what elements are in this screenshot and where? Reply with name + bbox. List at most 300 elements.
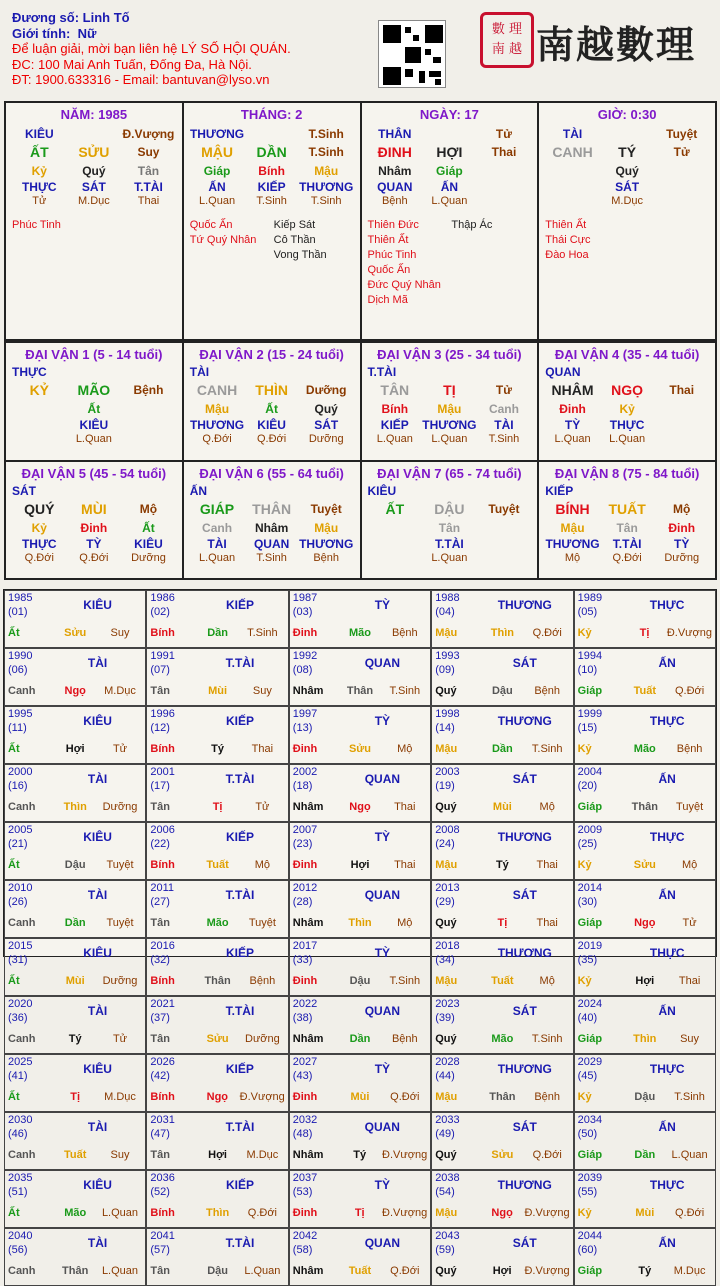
dv-can: QUÝ [24, 500, 55, 517]
year-life: M.Dục [104, 1091, 136, 1103]
year-god: ẤN [658, 656, 676, 670]
year-label: 2021 (37) [150, 998, 175, 1024]
year-branch: Mùi [635, 1207, 655, 1219]
pillar-stars [545, 218, 709, 263]
year-god: ẤN [658, 888, 676, 902]
star-name: Thiên Ất [545, 219, 587, 231]
year-cell[interactable] [146, 938, 288, 996]
hidden-stem [12, 401, 67, 417]
star-name [629, 248, 709, 263]
year-stem: Canh [8, 685, 36, 697]
pillar-title: GIỜ: 0:30 [597, 107, 657, 122]
year-stem: Đinh [292, 859, 318, 871]
year-branch: Hợi [65, 743, 85, 755]
year-label: 2040 (56) [8, 1230, 33, 1256]
year-cell[interactable] [431, 1112, 573, 1170]
star-name [629, 218, 709, 233]
year-cell[interactable] [4, 1112, 146, 1170]
year-cell[interactable] [146, 764, 288, 822]
year-god: THỰC [649, 946, 685, 960]
year-stem: Canh [8, 801, 36, 813]
year-cell[interactable] [4, 764, 146, 822]
pillar-top: Đ.Vượng [122, 127, 175, 141]
dv-chi: THÌN [255, 382, 288, 398]
year-cell[interactable] [431, 764, 573, 822]
year-god: QUAN [364, 888, 401, 902]
life-stage [477, 195, 532, 208]
year-branch: Tý [211, 743, 224, 755]
year-god: SÁT [512, 1120, 537, 1134]
year-cell[interactable] [289, 1170, 431, 1228]
year-branch: Tuất [348, 1265, 372, 1277]
dv-lifes [12, 433, 176, 446]
year-cell[interactable] [289, 1054, 431, 1112]
year-label: 2004 (20) [577, 766, 603, 792]
ten-god: T.TÀI [435, 536, 464, 551]
year-stem: Ất [8, 1091, 20, 1103]
ten-god: TÀI [494, 418, 514, 432]
hidden-stem [368, 520, 423, 536]
pillar-can: CANH [552, 144, 593, 160]
dai-van-god-row [368, 483, 532, 499]
year-life: Mộ [539, 801, 555, 813]
year-life: Suy [110, 1149, 130, 1161]
year-cell[interactable] [4, 822, 146, 880]
empty [477, 483, 532, 499]
year-label: 1990 (06) [8, 650, 33, 676]
empty [654, 483, 709, 499]
year-life: Suy [110, 627, 130, 639]
year-cell[interactable] [146, 996, 288, 1054]
year-life: Q.Đới [674, 1207, 705, 1219]
ten-god [654, 417, 709, 433]
year-life: L.Quan [671, 1149, 708, 1161]
pillar-top: THÂN [378, 127, 412, 141]
empty [121, 364, 176, 380]
year-god: TỲ [374, 830, 391, 844]
year-cell[interactable] [289, 648, 431, 706]
year-cell[interactable] [574, 938, 716, 996]
star-name: Phúc Tinh [367, 249, 417, 261]
year-label: 2018 (34) [435, 940, 460, 966]
year-cell[interactable] [431, 706, 573, 764]
dai-van-cell [183, 461, 361, 580]
life-stage: Tử [32, 195, 47, 207]
dai-van-stem-branch [545, 380, 709, 401]
year-god: TÀI [87, 1236, 108, 1250]
dv-hidden [545, 401, 709, 417]
year-cell[interactable] [289, 938, 431, 996]
year-god: TỲ [374, 1178, 390, 1192]
year-god: QUAN [364, 656, 401, 670]
dai-van-god: KIẾP [545, 483, 574, 498]
year-cell[interactable] [431, 880, 573, 938]
year-god: TỲ [374, 598, 391, 612]
year-cell[interactable] [574, 590, 716, 648]
hidden-stem: Tân [616, 520, 638, 535]
year-god: TÀI [87, 888, 108, 902]
dai-van-cell [183, 342, 361, 461]
life-stage: L.Quan [376, 433, 413, 445]
year-label: 2000 (16) [8, 766, 33, 792]
year-cell[interactable] [574, 822, 716, 880]
dai-van-god-row [190, 483, 354, 499]
year-cell[interactable] [146, 590, 288, 648]
year-cell[interactable] [4, 996, 146, 1054]
year-cell[interactable] [146, 706, 288, 764]
star-name [451, 293, 531, 308]
dai-van-god: ẤN [189, 483, 208, 498]
year-god: T.TÀI [225, 772, 255, 786]
pillar-cell [538, 102, 716, 340]
ten-god: THƯƠNG [189, 418, 245, 432]
hidden-stem: Bính [258, 164, 285, 178]
year-life: Q.Đới [532, 627, 562, 639]
dv-lifes [190, 433, 354, 446]
life-stage [654, 433, 709, 446]
pillar-gods [368, 179, 532, 195]
year-life: Đ.Vượng [666, 627, 712, 639]
star-name: Thái Cực [545, 234, 591, 246]
dv-gods [190, 536, 354, 552]
life-stage [477, 552, 532, 565]
ten-god: TÀI [207, 536, 227, 551]
year-stem: Kỷ [577, 859, 592, 871]
life-stage: T.Sinh [488, 433, 520, 445]
year-branch: Dậu [207, 1265, 228, 1277]
hidden-stem: Đinh [559, 402, 586, 416]
year-label: 1997 (13) [292, 708, 318, 734]
year-label: 2007 (23) [292, 824, 318, 850]
dai-van-title: ĐẠI VẬN 1 (5 - 14 tuổi) [25, 347, 163, 362]
dv-can: ẤT [385, 500, 405, 517]
dai-van-stem-branch [545, 499, 709, 520]
year-cell[interactable] [4, 938, 146, 996]
qr-code[interactable] [378, 20, 446, 88]
year-stem: Nhâm [292, 1033, 324, 1045]
year-god: THỰC [649, 830, 685, 844]
year-branch: Thân [631, 801, 658, 813]
year-label: 2024 (40) [577, 998, 603, 1024]
pillar-life [12, 195, 176, 208]
dv-hidden [190, 401, 354, 417]
ten-god: SÁT [615, 180, 640, 194]
year-label: 2014 (30) [577, 882, 603, 908]
year-god: QUAN [364, 1004, 401, 1018]
year-cell[interactable] [574, 706, 716, 764]
year-god: THƯƠNG [497, 1178, 552, 1192]
year-label: 2039 (55) [577, 1172, 603, 1198]
year-label: 2009 (25) [577, 824, 603, 850]
hidden-stem: Mậu [437, 402, 462, 416]
year-life: Đ.Vượng [524, 1207, 570, 1219]
life-stage: Bệnh [381, 195, 408, 207]
year-cell[interactable] [146, 1170, 288, 1228]
year-god: THỰC [649, 714, 685, 728]
year-life: Tử [255, 801, 270, 813]
year-cell[interactable] [289, 880, 431, 938]
year-stem: Bính [150, 1207, 175, 1219]
ten-god: KIẾP [257, 180, 286, 194]
year-cell[interactable] [574, 1170, 716, 1228]
pillar-can: T.Sinh [308, 145, 344, 159]
year-life: Đ.Vượng [524, 1265, 570, 1277]
year-god: TÀI [87, 1004, 108, 1018]
year-god: SÁT [512, 772, 537, 786]
year-life: Mộ [254, 859, 271, 871]
hidden-stem: Ất [87, 402, 101, 416]
hidden-stem [121, 401, 176, 417]
year-cell[interactable] [289, 996, 431, 1054]
hidden-stem: Nhâm [254, 520, 289, 535]
year-cell[interactable] [146, 1054, 288, 1112]
year-branch: Thân [204, 975, 231, 987]
year-branch: Sửu [348, 743, 371, 755]
year-stem: Tân [150, 1265, 170, 1277]
year-cell[interactable] [146, 1112, 288, 1170]
year-cell[interactable] [431, 822, 573, 880]
year-cell[interactable] [146, 880, 288, 938]
year-label: 2013 (29) [435, 882, 460, 908]
dv-lifes [368, 433, 532, 446]
year-stem: Bính [150, 975, 175, 987]
life-stage: Dưỡng [308, 433, 344, 445]
year-label: 2028 (44) [435, 1056, 460, 1082]
dai-van-cell [361, 461, 539, 580]
star-name: Đào Hoa [545, 249, 589, 261]
year-god: ẤN [658, 772, 676, 786]
dai-van-god: SÁT [12, 483, 36, 498]
star-name [451, 263, 531, 278]
dv-chi: TUẤT [608, 500, 646, 517]
year-life: Dưỡng [102, 975, 138, 987]
hidden-stem: Bính [381, 402, 409, 416]
year-stem: Quý [435, 801, 457, 813]
year-life: Bệnh [534, 1091, 561, 1103]
year-cell[interactable] [4, 706, 146, 764]
life-stage: T.Sinh [256, 551, 287, 564]
year-label: 2016 (32) [150, 940, 175, 966]
pillar-can: MẬU [201, 144, 233, 160]
year-stem: Tân [150, 917, 170, 929]
year-life: Tử [112, 743, 128, 755]
year-stem: Nhâm [292, 1265, 324, 1277]
star-name: Thiên Ất [367, 234, 409, 246]
year-stem: Bính [150, 1091, 175, 1103]
dv-life: Thai [669, 383, 695, 397]
dai-van-title: ĐẠI VẬN 4 (35 - 44 tuổi) [554, 347, 700, 362]
ten-god [368, 536, 423, 552]
star-name: Cô Thần [273, 234, 316, 246]
year-cell[interactable] [289, 590, 431, 648]
year-stem: Ất [8, 627, 20, 639]
ten-god [12, 417, 67, 433]
dv-chi: MÙI [81, 500, 107, 517]
year-life: Suy [252, 685, 272, 697]
year-cell[interactable] [574, 996, 716, 1054]
year-cell[interactable] [431, 938, 573, 996]
year-label: 2029 (45) [577, 1056, 603, 1082]
year-cell[interactable] [289, 764, 431, 822]
life-stage: Q.Đới [612, 551, 642, 564]
dv-life: Tuyệt [310, 501, 342, 516]
year-cell[interactable] [574, 1054, 716, 1112]
year-branch: Tị [639, 627, 650, 639]
year-stem: Ất [8, 859, 20, 871]
pillar-hidden [545, 163, 709, 179]
year-branch: Tý [495, 859, 509, 871]
year-cell[interactable] [146, 822, 288, 880]
year-cell[interactable] [4, 1228, 146, 1286]
year-god: KIẾP [225, 1062, 254, 1076]
dv-can: GIÁP [199, 500, 235, 517]
year-life: Mộ [539, 975, 555, 987]
hidden-stem: Mậu [314, 164, 339, 178]
year-cell[interactable] [289, 706, 431, 764]
year-stem: Tân [150, 801, 170, 813]
year-cell[interactable] [4, 1170, 146, 1228]
year-stem: Giáp [577, 685, 603, 697]
year-stem: Mậu [435, 1091, 458, 1103]
star-name: Quốc Ấn [367, 264, 411, 276]
year-god: THƯƠNG [497, 1062, 552, 1076]
year-cell[interactable] [289, 822, 431, 880]
year-label: 1991 (07) [150, 650, 175, 676]
year-label: 2034 (50) [577, 1114, 603, 1140]
year-stem: Tân [150, 1149, 170, 1161]
hidden-stem: Tân [438, 520, 461, 535]
year-cell[interactable] [574, 1228, 716, 1286]
year-cell[interactable] [431, 1228, 573, 1286]
year-branch: Thìn [633, 1033, 657, 1045]
year-cell[interactable] [146, 648, 288, 706]
year-stem: Nhâm [292, 801, 324, 813]
year-life: Bệnh [534, 685, 561, 697]
life-stage: Q.Đới [24, 551, 54, 564]
life-stage: Q.Đới [202, 433, 232, 445]
year-branch: Hợi [208, 1149, 227, 1161]
year-cell[interactable] [431, 590, 573, 648]
year-branch: Ngọ [491, 1207, 513, 1219]
year-god: KIÊU [83, 946, 112, 960]
year-label: 1994 (10) [577, 650, 603, 676]
ten-god [654, 179, 709, 195]
ten-god: SÁT [314, 418, 339, 432]
dai-van-title: ĐẠI VẬN 3 (25 - 34 tuổi) [377, 347, 522, 362]
ten-god: THỰC [21, 536, 57, 551]
empty [299, 483, 354, 499]
year-god: T.TÀI [225, 1120, 255, 1134]
year-cell[interactable] [289, 1228, 431, 1286]
year-label: 2035 (51) [8, 1172, 33, 1198]
life-stage: M.Dục [611, 195, 643, 207]
year-branch: Dậu [634, 1091, 656, 1103]
year-god: QUAN [364, 772, 401, 786]
year-branch: Mùi [208, 685, 228, 697]
life-stage: L.Quan [75, 433, 112, 445]
year-stem: Quý [435, 685, 457, 697]
pillar-stars [190, 218, 354, 263]
year-cell[interactable] [431, 648, 573, 706]
year-cell[interactable] [431, 1054, 573, 1112]
pillar-can: Tử [673, 145, 690, 159]
year-life: Đ.Vượng [382, 1207, 428, 1219]
star-name [451, 233, 531, 248]
year-stem: Đinh [292, 1091, 318, 1103]
year-branch: Mão [633, 743, 656, 755]
year-god: KIÊU [83, 1178, 112, 1192]
year-cell[interactable] [4, 590, 146, 648]
year-cell[interactable] [4, 880, 146, 938]
ten-god: TỲ [564, 418, 581, 432]
year-cell[interactable] [574, 648, 716, 706]
ten-god: THƯƠNG [299, 536, 354, 551]
life-stage: Dưỡng [664, 551, 700, 564]
year-branch: Ngọ [206, 1091, 229, 1103]
year-god: SÁT [512, 888, 537, 902]
year-label: 2019 (35) [577, 940, 603, 966]
year-cell[interactable] [574, 1112, 716, 1170]
pillar-stem-branch [190, 142, 354, 163]
pillar-cell [361, 102, 539, 340]
year-cell[interactable] [574, 880, 716, 938]
dv-hidden [368, 520, 532, 536]
year-cell[interactable] [431, 1170, 573, 1228]
dv-life: Dưỡng [305, 383, 347, 397]
hidden-stem: Kỷ [31, 520, 47, 535]
year-life: Bệnh [249, 975, 276, 987]
life-stage: L.Quan [431, 195, 468, 207]
year-branch: Dậu [349, 975, 371, 987]
star-name: Thập Ác [451, 219, 493, 231]
empty [477, 364, 532, 380]
year-branch: Tý [638, 1265, 652, 1277]
year-cell[interactable] [431, 996, 573, 1054]
hidden-stem: Ất [265, 402, 278, 416]
star-name: Đức Quý Nhân [367, 279, 441, 291]
star-name [629, 233, 709, 248]
year-cell[interactable] [4, 1054, 146, 1112]
year-label: 2003 (19) [435, 766, 460, 792]
year-life: Mộ [397, 917, 413, 929]
dv-can: KỶ [29, 382, 50, 398]
dai-van-god-row [368, 364, 532, 380]
year-cell[interactable] [146, 1228, 288, 1286]
pillar-cell [183, 102, 361, 340]
year-god: THƯƠNG [497, 714, 552, 728]
dv-life: Mộ [673, 501, 691, 516]
hidden-stem: Mậu [314, 520, 339, 535]
year-branch: Mùi [350, 1091, 370, 1103]
year-cell[interactable] [4, 648, 146, 706]
year-cell[interactable] [574, 764, 716, 822]
year-label: 1988 (04) [435, 592, 460, 618]
year-god: TÀI [87, 656, 108, 670]
year-cell[interactable] [289, 1112, 431, 1170]
year-label: 2017 (33) [292, 940, 318, 966]
year-life: L.Quan [244, 1265, 281, 1277]
ten-god: THỰC [609, 418, 645, 432]
dai-van-title: ĐẠI VẬN 8 (75 - 84 tuổi) [554, 465, 700, 481]
pillar-top: KIÊU [24, 127, 54, 141]
year-stem: Canh [8, 1149, 36, 1161]
year-branch: Thìn [348, 917, 372, 929]
year-branch: Mão [491, 1033, 514, 1045]
year-label: 2025 (41) [8, 1056, 33, 1082]
life-stage: L.Quan [554, 433, 591, 445]
year-stem: Giáp [577, 1149, 603, 1161]
year-god: KIÊU [83, 598, 112, 612]
